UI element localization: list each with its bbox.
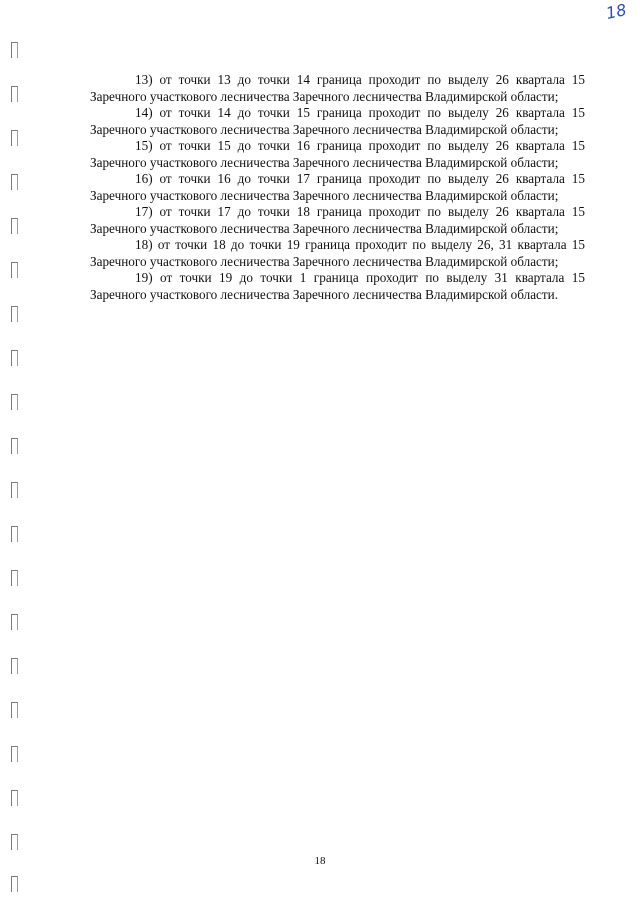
paragraph-item-19: 19) от точки 19 до точки 1 граница проходит по выделу 31 квартала 15 Заречного участкового лесничества Заречного лесничества Владимирской области.: [90, 270, 585, 302]
paragraph-item-15: 15) от точки 15 до точки 16 граница проходит по выделу 26 квартала 15 Заречного участкового лесничества Заречного лесничества Владимирской области;: [90, 138, 585, 170]
binding-hole-mark: [11, 570, 18, 586]
paragraph-item-18: 18) от точки 18 до точки 19 граница проходит по выделу 26, 31 квартала 15 Заречного участкового лесничества Заречного лесничества Владимирской области;: [90, 237, 585, 269]
binding-hole-mark: [11, 350, 18, 366]
binding-hole-mark: [11, 218, 18, 234]
binding-hole-mark: [11, 438, 18, 454]
binding-hole-mark: [11, 834, 18, 850]
binding-hole-mark: [11, 174, 18, 190]
binding-hole-mark: [11, 42, 18, 58]
page-number: 18: [314, 855, 326, 867]
binding-hole-mark: [11, 86, 18, 102]
paragraph-item-14: 14) от точки 14 до точки 15 граница проходит по выделу 26 квартала 15 Заречного участкового лесничества Заречного лесничества Владимирской области;: [90, 105, 585, 137]
binding-hole-mark: [11, 394, 18, 410]
binding-hole-mark: [11, 262, 18, 278]
binding-hole-mark: [11, 876, 18, 892]
binding-hole-mark: [11, 702, 18, 718]
document-body: [90, 72, 585, 303]
binding-hole-mark: [11, 658, 18, 674]
paragraph-item-16: 16) от точки 16 до точки 17 граница проходит по выделу 26 квартала 15 Заречного участкового лесничества Заречного лесничества Владимирской области;: [90, 171, 585, 203]
binding-hole-mark: [11, 746, 18, 762]
binding-hole-mark: [11, 526, 18, 542]
handwritten-sheet-number: 18: [603, 0, 628, 23]
paragraph-item-13: 13) от точки 13 до точки 14 граница проходит по выделу 26 квартала 15 Заречного участкового лесничества Заречного лесничества Владимирской области;: [90, 72, 585, 104]
paragraph-item-17: 17) от точки 17 до точки 18 граница проходит по выделу 26 квартала 15 Заречного участкового лесничества Заречного лесничества Владимирской области;: [90, 204, 585, 236]
binding-hole-mark: [11, 790, 18, 806]
binding-hole-mark: [11, 130, 18, 146]
binding-hole-mark: [11, 614, 18, 630]
binding-edge: [4, 0, 24, 905]
binding-hole-mark: [11, 482, 18, 498]
binding-hole-mark: [11, 306, 18, 322]
